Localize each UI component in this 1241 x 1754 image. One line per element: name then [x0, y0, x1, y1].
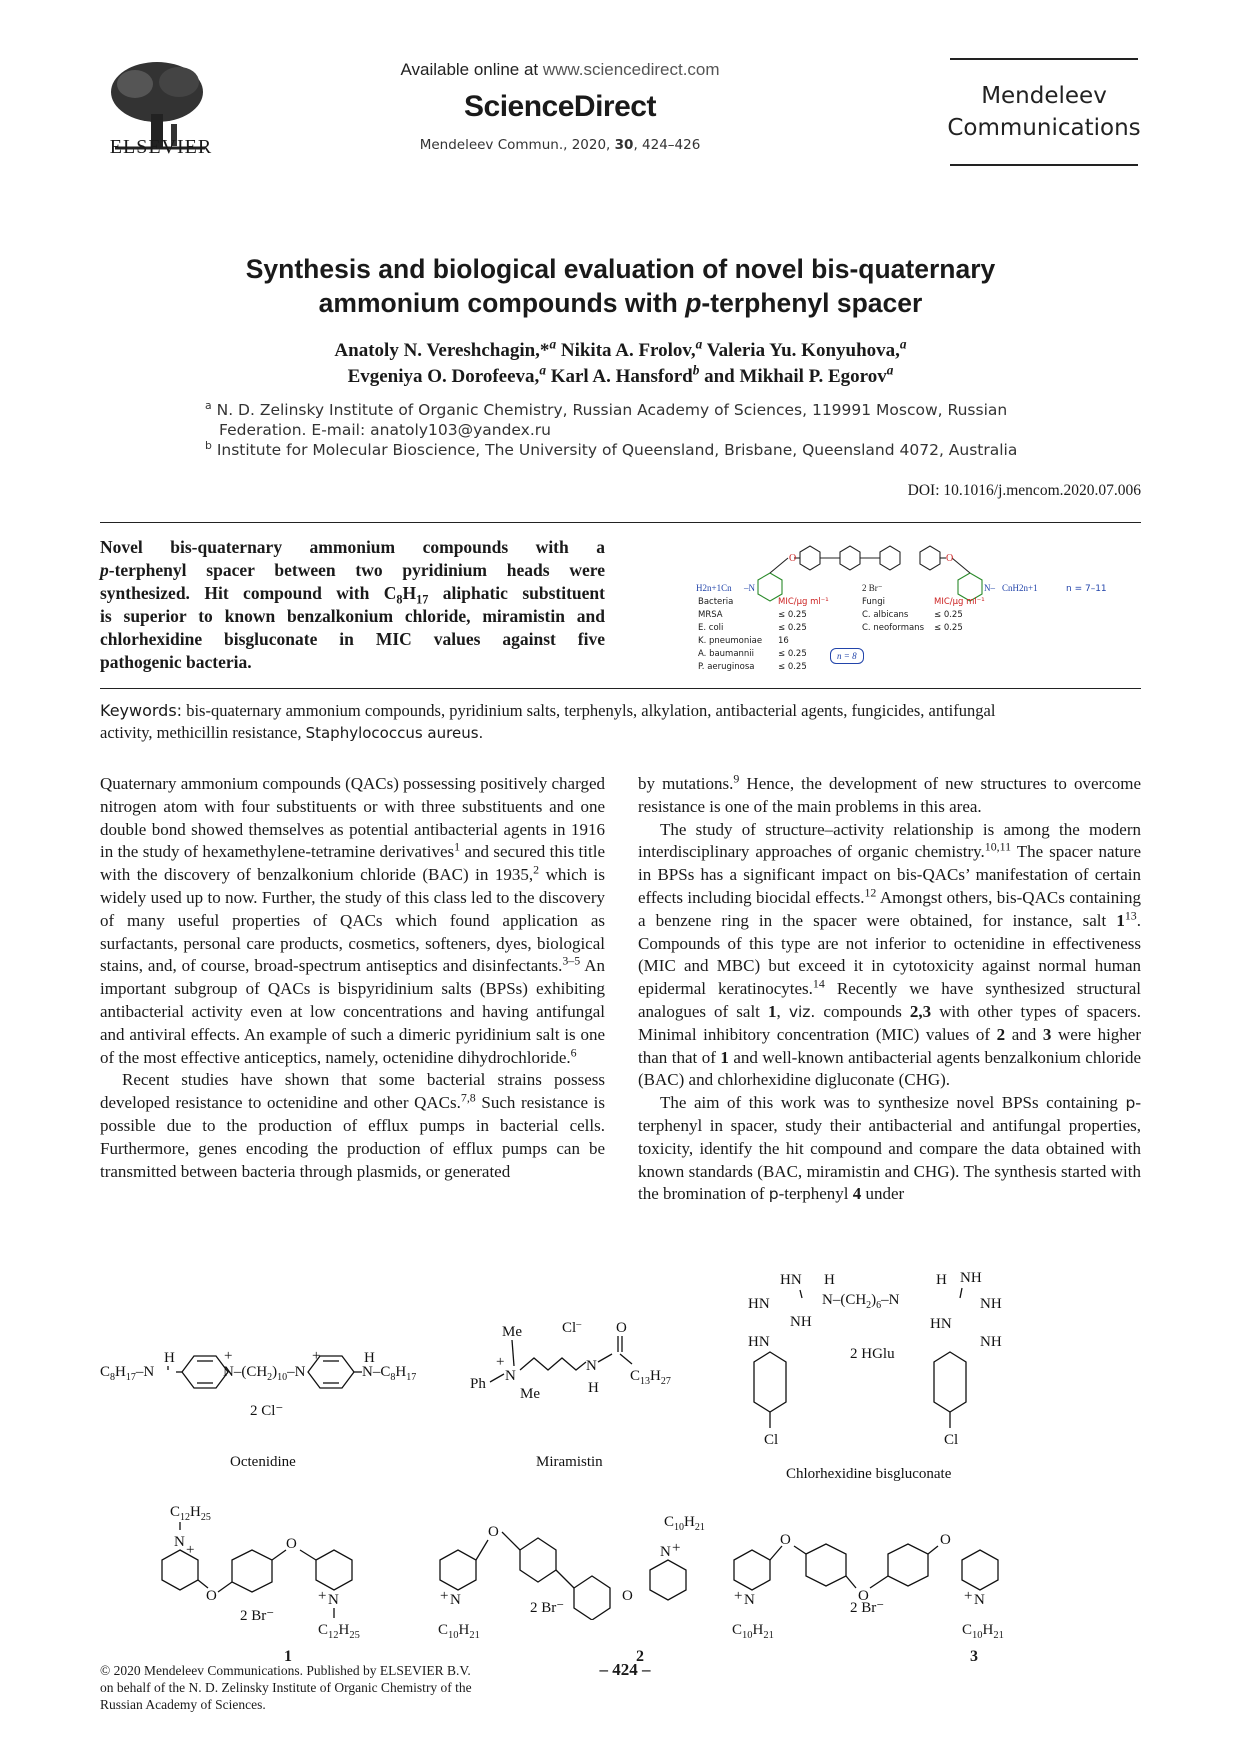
svg-text:Cl: Cl — [944, 1432, 959, 1448]
authors-line-2: Evgeniya O. Dorofeeva,$^a$ Karl A. Hansford$^b$ and Mikhail P. Egorov$^a$ — [347, 362, 894, 387]
svg-text:Cl–: Cl– — [562, 1319, 582, 1336]
svg-text:O: O — [780, 1532, 791, 1548]
compound-1-label: 1 — [284, 1648, 292, 1665]
body-paragraph: Quaternary ammonium compounds (QACs) possessing positively charged nitrogen atom with four substituents or with three substituents and one double bond showed themselves as potential antibacterial agents in 1916 in the study of hexamethylene-tetramine derivatives$^1$ and secured this title with the discovery of benzalkonium chloride (BAC) in 1935,$^2$ which is widely used up to now. Further, the study of this class led to the discovery of many useful properties of QACs which found application as surfactants, personal care products, cosmetics, softeners, dyes, biological stains, and, of course, broad-spectrum antiseptics and disinfectants.$^{3-5}$ An important subgroup of QACs is bispyridinium salts (BPSs) exhibiting antibacterial activity even at low concentrations and having antifungal and antiviral effects. An example of such a dimeric pyridinium salt is one of the most effective anticeptics, namely, octenidine dihydrochloride.$^6$ — [100, 774, 605, 1067]
svg-text:O: O — [946, 553, 954, 564]
svg-text:C13H27: $C_{13}H_{27}$ — [630, 1368, 671, 1387]
ga-table-row — [698, 622, 829, 635]
svg-text:H: H — [588, 1380, 599, 1396]
svg-text:N: N — [450, 1592, 461, 1608]
svg-text:C8H17–N: $C_8H_{17}-N$ — [100, 1364, 155, 1383]
ga-bacteria-rows — [698, 609, 829, 674]
svg-text:O: O — [286, 1536, 297, 1552]
svg-text:H: H — [164, 1350, 175, 1366]
available-online — [300, 60, 820, 80]
svg-text:H: H — [936, 1272, 947, 1288]
svg-text:N: N — [660, 1544, 671, 1560]
ga-organism-name: K. pneumoniae — [698, 636, 763, 646]
ga-organism-name: A. baumannii — [698, 649, 755, 659]
svg-text:HN: HN — [748, 1334, 770, 1350]
affiliations: $^a$ N. D. Zelinsky Institute of Organic Chemistry, Russian Academy of Sciences, 119991 Moscow, Russian Federation. E-mail: anatoly103@yandex.ru $^b$ Institute for Molecular Bioscience, The University of Queensland, Brisbane, Queensland 4072, Australia — [205, 398, 1018, 459]
svg-text:C10H21: $C_{10}H_{21}$ — [664, 1514, 705, 1533]
svg-text:N: N — [505, 1368, 516, 1384]
svg-text:O: O — [789, 553, 797, 564]
svg-text:HN: HN — [780, 1272, 802, 1288]
body-right-column — [638, 773, 1141, 1206]
journal-rule-bottom — [950, 164, 1138, 166]
body-paragraph: The aim of this work was to synthesize novel BPSs containing p-terphenyl in spacer, study their antibacterial and antifungal properties, toxicity, identify the hit compound and compare the data obtained with known standards (BAC, miramistin and CHG). The synthesis started with the bromination of p-terphenyl 4 under — [638, 1093, 1141, 1204]
chg-label: Chlorhexidine bisgluconate — [786, 1466, 952, 1482]
compound-1-substituent: $C_{12}H_{25}$ — [318, 1622, 360, 1641]
sciencedirect-link[interactable]: www.sciencedirect.com — [542, 60, 720, 79]
abstract-rule-bottom — [100, 688, 1141, 689]
chlorhexidine-structure — [748, 1270, 1002, 1482]
svg-text:NH: NH — [980, 1334, 1002, 1350]
svg-text:N–(CH2)10–N: $N-(CH_2)_{10}-N$ — [223, 1364, 306, 1383]
miramistin-label: Miramistin — [536, 1454, 603, 1470]
abstract-text: Novel bis-quaternary ammonium compounds with a p-terphenyl spacer between two pyridinium heads were synthesized. Hit compound with $C_8H_{17}$ aliphatic substituent is superior to known benzalkonium chloride, miramistin and chlorhexidine bisgluconate in MIC values against five pathogenic bacteria. — [100, 537, 605, 672]
svg-text:N: N — [328, 1592, 339, 1608]
graphical-abstract — [690, 530, 1130, 680]
ga-fungi-table: Fungi MIC/μg ml⁻¹ C. albicans ≤ 0.25 C. neoformans ≤ 0.25 — [862, 597, 985, 633]
ga-mic-value: ≤ 0.25 — [934, 623, 963, 633]
sciencedirect-brand: ScienceDirect — [464, 90, 656, 123]
svg-text:+: + — [734, 1588, 743, 1604]
ga-mic-value: ≤ 0.25 — [778, 662, 807, 672]
ga-table-row — [862, 609, 985, 622]
journal-rule-top — [950, 58, 1138, 60]
compound-1-structure — [162, 1504, 352, 1620]
ga-organism-name: E. coli — [698, 623, 724, 633]
svg-text:+: + — [964, 1588, 973, 1604]
svg-text:+: + — [312, 1348, 321, 1364]
ga-table-row — [698, 635, 829, 648]
svg-text:HN: HN — [748, 1296, 770, 1312]
article-title: Synthesis and biological evaluation of novel bis-quaternary ammonium compounds with p-terphenyl spacer — [245, 254, 996, 318]
compound-3-structure — [734, 1532, 998, 1616]
svg-text:N: N — [586, 1358, 597, 1374]
publisher-name: ELSEVIER — [109, 136, 213, 158]
compound-2-counter: 2 Br⁻ — [530, 1600, 565, 1616]
compound-2-structure — [440, 1514, 705, 1620]
ga-organism-name: MRSA — [698, 610, 723, 620]
svg-text:NH: NH — [960, 1270, 982, 1286]
svg-text:C12H25: $C_{12}H_{25}$ — [170, 1504, 211, 1523]
compound-3b-substituent: $C_{10}H_{21}$ — [962, 1622, 1004, 1641]
octenidine-label: Octenidine — [230, 1454, 296, 1470]
svg-text:N–: N– — [984, 583, 995, 593]
ga-mic-value: ≤ 0.25 — [778, 623, 807, 633]
octenidine-counterion: 2 Cl⁻ — [250, 1403, 284, 1419]
compound-3-counter: 2 Br⁻ — [850, 1600, 885, 1616]
citation-line: Mendeleev Commun., 2020, 30, 424–426 — [419, 137, 701, 153]
compound-2-substituent: $C_{10}H_{21}$ — [438, 1622, 480, 1641]
svg-text:N: N — [974, 1592, 985, 1608]
authors-line-1: Anatoly N. Vereshchagin,*$^a$ Nikita A. Frolov,$^a$ Valeria Yu. Konyuhova,$^a$ — [334, 336, 907, 361]
svg-text:–N: –N — [744, 583, 755, 593]
svg-text:O: O — [940, 1532, 951, 1548]
compound-3a-substituent: $C_{10}H_{21}$ — [732, 1622, 774, 1641]
ga-organism-name: C. albicans — [862, 610, 909, 620]
ga-fungi-rows — [862, 609, 985, 635]
svg-text:Me: Me — [502, 1324, 522, 1340]
copyright: © 2020 Mendeleev Communications. Published by ELSEVIER B.V. on behalf of the N. D. Zelinsky Institute of Organic Chemistry of the Russian Academy of Sciences. — [100, 1663, 472, 1712]
abstract-rule-top — [100, 522, 1141, 523]
svg-text:+: + — [224, 1348, 233, 1364]
svg-text:Ph: Ph — [470, 1376, 486, 1392]
svg-text:O: O — [616, 1320, 627, 1336]
keywords: Keywords: bis-quaternary ammonium compounds, pyridinium salts, terphenyls, alkylation, antibacterial agents, fungicides, antifungal activity, methicillin resistance, Staphylococcus aureus. — [100, 701, 996, 742]
ga-table-row — [698, 609, 829, 622]
svg-text:O: O — [206, 1588, 217, 1604]
svg-text:O: O — [858, 1588, 869, 1604]
svg-text:H: H — [364, 1350, 375, 1366]
ga-counter-ion: 2 Br⁻ — [862, 583, 883, 593]
svg-text:H: H — [824, 1272, 835, 1288]
svg-text:O: O — [622, 1588, 633, 1604]
compound-1-counter: 2 Br⁻ — [240, 1608, 275, 1620]
octenidine-structure — [100, 1348, 416, 1470]
compound-2-label: 2 — [636, 1648, 644, 1665]
ga-table-row — [698, 648, 829, 661]
ga-right-chain: CnH2n+1 — [1002, 583, 1038, 593]
svg-text:+: + — [496, 1354, 505, 1370]
svg-text:N–C8H17: $N-C_8H_{17}$ — [362, 1364, 417, 1383]
svg-text:HN: HN — [930, 1316, 952, 1332]
ga-mic-value: ≤ 0.25 — [778, 649, 807, 659]
svg-text:+: + — [672, 1540, 681, 1556]
authors — [100, 338, 1141, 390]
ga-n-range: n = 7–11 — [1066, 584, 1107, 594]
svg-text:+: + — [186, 1542, 195, 1558]
ga-bacteria-table: Bacteria MIC/μg ml⁻¹ MRSA ≤ 0.25 E. coli ≤ 0.25 K. pneumoniae 16 A. baumannii ≤ 0.25 P. aeruginosa ≤ 0.25 — [698, 597, 829, 672]
ga-table-row — [862, 622, 985, 635]
elsevier-logo — [105, 54, 215, 164]
ga-mic-value: 16 — [778, 636, 789, 646]
svg-text:+: + — [318, 1588, 327, 1604]
compound-3-label: 3 — [970, 1648, 978, 1665]
body-paragraph: Recent studies have shown that some bacterial strains possess developed resistance to octenidine and other QACs.$^{7,8}$ Such resistance is possible due to the production of efflux pumps in bacterial cells. Furthermore, genes encoding the production of efflux pumps can be transmitted between bacteria through plasmids, or generated — [100, 1070, 605, 1181]
ga-n-badge: n = 8 — [830, 648, 864, 664]
body-left-column — [100, 773, 605, 1183]
svg-text:O: O — [488, 1524, 499, 1540]
svg-text:Cl: Cl — [764, 1432, 779, 1448]
available-online-text: Available online at — [400, 60, 539, 79]
chg-counter: 2 HGlu — [850, 1346, 895, 1362]
ga-left-chain: H2n+1Cn — [696, 583, 732, 593]
chemical-structures — [90, 1270, 1150, 1620]
svg-text:+: + — [440, 1588, 449, 1604]
ga-organism-name: P. aeruginosa — [698, 662, 755, 672]
ga-mic-value: ≤ 0.25 — [778, 610, 807, 620]
journal-name: Mendeleev Communications — [947, 83, 1141, 141]
body-paragraph: by mutations.$^9$ Hence, the development of new structures to overcome resistance is one of the main problems in this area. — [638, 771, 1141, 816]
svg-text:Me: Me — [520, 1386, 540, 1402]
svg-text:N: N — [174, 1534, 185, 1550]
miramistin-structure — [470, 1319, 671, 1470]
body-paragraph: The study of structure–activity relationship is among the modern interdisciplinary approaches of organic chemistry.$^{10,11}$ The spacer nature in BPSs has a significant impact on bis-QACs’ manifestation of certain effects including biocidal effects.$^{12}$ Amongst others, bis-QACs containing a benzene ring in the spacer were obtained, for instance, salt $1^{13}$. Compounds of this type are not inferior to octenidine in effectiveness (MIC and MBC) but exceed it in cytotoxicity against normal human epidermal keratinocytes.$^{14}$ Recently we have synthesized structural analogues of salt 1, viz. compounds 2,3 with other types of spacers. Minimal inhibitory concentration (MIC) values of 2 and 3 were higher than that of 1 and well-known antibacterial agents benzalkonium chloride (BAC) and chlorhexidine digluconate (CHG). — [638, 819, 1142, 1090]
svg-text:N: N — [744, 1592, 755, 1608]
ga-organism-name: C. neoformans — [862, 623, 924, 633]
svg-text:NH: NH — [790, 1314, 812, 1330]
ga-mic-value: ≤ 0.25 — [934, 610, 963, 620]
doi[interactable]: DOI: 10.1016/j.mencom.2020.07.006 — [907, 482, 1141, 499]
page-number: – 424 – — [599, 1660, 651, 1679]
svg-text:N–(CH2)6–N: $N-(CH_2)_6-N$ — [822, 1292, 900, 1311]
svg-text:NH: NH — [980, 1296, 1002, 1312]
ga-table-row — [698, 661, 829, 674]
